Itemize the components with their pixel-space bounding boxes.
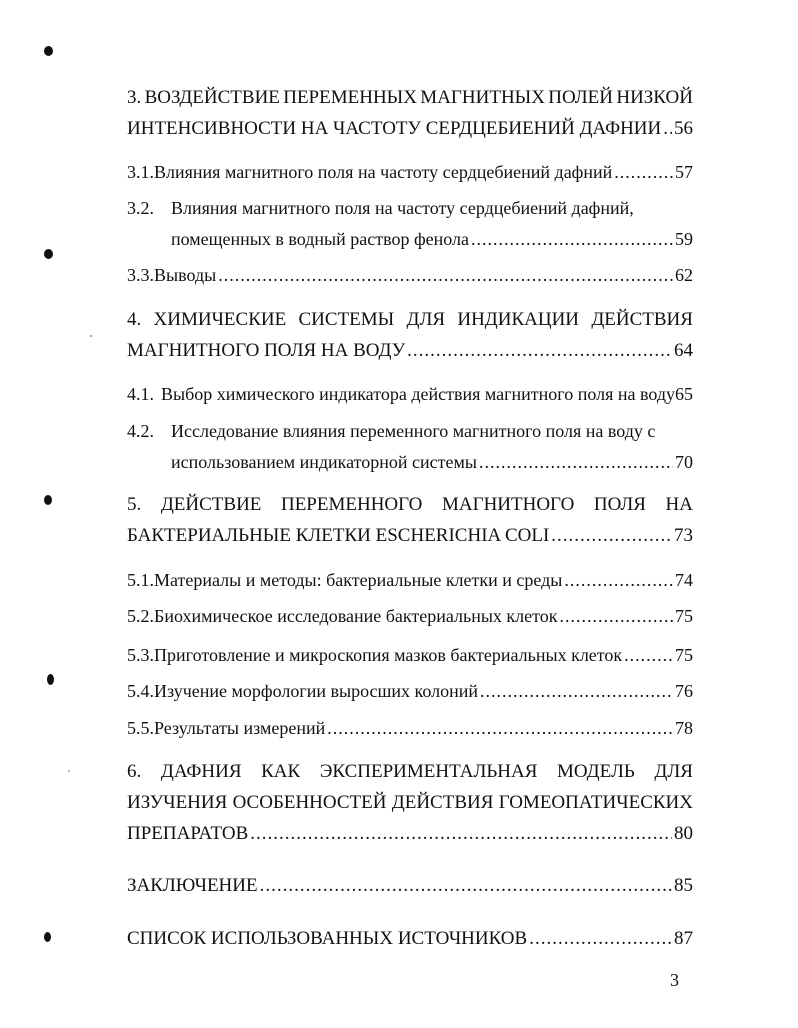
toc-entry-page: 57 bbox=[675, 162, 693, 182]
toc-entry-5-5 bbox=[127, 716, 693, 740]
leader-dots bbox=[614, 160, 673, 184]
toc-entry-number: 5.1. bbox=[127, 570, 154, 590]
toc-ch3-title-cont: ИНТЕНСИВНОСТИ НА ЧАСТОТУ СЕРДЦЕБИЕНИЙ ДАФНИИ bbox=[127, 118, 662, 139]
toc-ch6-page: 80 bbox=[674, 823, 693, 844]
toc-ch3-word: МАГНИТНЫХ bbox=[420, 87, 545, 108]
leader-dots bbox=[479, 450, 673, 474]
leader-dots bbox=[551, 524, 672, 548]
toc-ch3-word: ПЕРЕМЕННЫХ bbox=[283, 87, 417, 108]
toc-ch4-word: ДЕЙСТВИЯ bbox=[591, 309, 693, 330]
toc-entry-3-3 bbox=[127, 263, 693, 287]
toc-entry-number: 5.3. bbox=[127, 645, 154, 665]
leader-dots bbox=[663, 117, 672, 141]
toc-entry-number: 3.3. bbox=[127, 265, 154, 285]
toc-ch6-word: ДЛЯ bbox=[654, 761, 693, 782]
toc-entry-5-2 bbox=[127, 604, 693, 628]
toc-entry-4-2 bbox=[127, 419, 693, 443]
scan-speck bbox=[44, 932, 51, 942]
toc-ch5-word: ДЕЙСТВИЕ bbox=[160, 494, 262, 515]
toc-ch4-heading bbox=[127, 308, 693, 332]
toc-references-page: 87 bbox=[674, 928, 693, 949]
toc-ch5-heading-cont bbox=[127, 524, 693, 548]
toc-entry-number: 3.1. bbox=[127, 162, 154, 182]
toc-ch4-word: СИСТЕМЫ bbox=[298, 309, 395, 330]
toc-ch5-number: 5. bbox=[127, 494, 142, 515]
toc-entry-5-4 bbox=[127, 679, 693, 703]
toc-entry-4-1 bbox=[127, 382, 693, 406]
toc-ch4-heading-cont bbox=[127, 339, 693, 363]
toc-entry-number: 4.1. bbox=[127, 384, 154, 404]
toc-ch3-word: НИЗКОЙ bbox=[616, 87, 693, 108]
toc-references bbox=[127, 927, 693, 951]
toc-ch6-word: КАК bbox=[261, 761, 301, 782]
leader-dots bbox=[407, 339, 672, 363]
toc-entry-3-2 bbox=[127, 196, 693, 220]
toc-entry-number: 5.5. bbox=[127, 718, 154, 738]
leader-dots bbox=[564, 568, 673, 592]
toc-entry-3-2-cont bbox=[171, 227, 693, 251]
toc-entry-number: 5.2. bbox=[127, 606, 154, 626]
toc-ch5-page: 73 bbox=[674, 525, 693, 546]
toc-ch5-word: НА bbox=[665, 494, 693, 515]
scan-speck bbox=[47, 674, 54, 685]
toc-ch6-heading-cont bbox=[127, 822, 693, 846]
toc-ch6-number: 6. bbox=[127, 761, 142, 782]
toc-conclusion bbox=[127, 874, 693, 898]
toc-ch5-word: ПОЛЯ bbox=[593, 494, 646, 515]
leader-dots bbox=[560, 604, 673, 628]
scan-speck bbox=[44, 46, 53, 56]
toc-entry-title: Влияния магнитного поля на частоту сердцебиений дафний, bbox=[171, 198, 634, 218]
toc-ch5-heading bbox=[127, 493, 693, 517]
leader-dots bbox=[529, 927, 672, 951]
toc-ch6-word: ДЕЙСТВИЯ bbox=[391, 792, 494, 813]
toc-ch6-word: ЭКСПЕРИМЕНТАЛЬНАЯ bbox=[319, 761, 538, 782]
toc-entry-page: 78 bbox=[675, 718, 693, 738]
toc-entry-4-2-cont bbox=[171, 450, 693, 474]
toc-entry-title: Изучение морфологии выросших колоний bbox=[154, 681, 478, 701]
toc-ch6-word: ОСОБЕННОСТЕЙ bbox=[232, 792, 387, 813]
leader-dots bbox=[218, 263, 673, 287]
toc-entry-title: Влияния магнитного поля на частоту сердцебиений дафний bbox=[154, 162, 613, 182]
toc-ch6-word: МОДЕЛЬ bbox=[557, 761, 635, 782]
toc-ch4-number: 4. bbox=[127, 309, 142, 330]
toc-entry-page: 75 bbox=[675, 645, 693, 665]
toc-entry-title: Выводы bbox=[154, 265, 217, 285]
toc-ch6-heading bbox=[127, 760, 693, 784]
leader-dots bbox=[250, 822, 672, 846]
toc-entry-page: 70 bbox=[675, 452, 693, 472]
toc-conclusion-page: 85 bbox=[674, 875, 693, 896]
toc-ch4-title-cont: МАГНИТНОГО ПОЛЯ НА ВОДУ bbox=[127, 340, 406, 361]
toc-entry-page: 62 bbox=[675, 265, 693, 285]
toc-entry-5-1 bbox=[127, 568, 693, 592]
page-number: 3 bbox=[670, 970, 679, 990]
toc-entry-title: Материалы и методы: бактериальные клетки и среды bbox=[154, 570, 563, 590]
toc-entry-3-1 bbox=[127, 160, 693, 184]
toc-entry-page: 75 bbox=[675, 606, 693, 626]
toc-ch4-word: ДЛЯ bbox=[406, 309, 446, 330]
toc-references-title: СПИСОК ИСПОЛЬЗОВАННЫХ ИСТОЧНИКОВ bbox=[127, 928, 528, 949]
toc-ch4-page: 64 bbox=[674, 340, 693, 361]
toc-ch3-word: ПОЛЕЙ bbox=[548, 87, 614, 108]
leader-dots bbox=[327, 716, 673, 740]
toc-entry-title: Результаты измерений bbox=[154, 718, 326, 738]
toc-entry-title-cont: помещенных в водный раствор фенола bbox=[171, 229, 469, 249]
scan-speck bbox=[44, 495, 52, 505]
leader-dots bbox=[260, 874, 672, 898]
toc-entry-5-3 bbox=[127, 643, 693, 667]
scan-speck bbox=[68, 770, 70, 772]
toc-entry-title: Биохимическое исследование бактериальных клеток bbox=[154, 606, 558, 626]
toc-ch6-title-cont: ПРЕПАРАТОВ bbox=[127, 823, 249, 844]
toc-ch6-word: ДАФНИЯ bbox=[160, 761, 242, 782]
toc-ch3-heading-cont bbox=[127, 117, 693, 141]
toc-ch4-word: ИНДИКАЦИИ bbox=[457, 309, 580, 330]
toc-entry-number: 3.2. bbox=[127, 198, 154, 218]
toc-entry-page: 65 bbox=[675, 384, 693, 404]
toc-ch5-word: МАГНИТНОГО bbox=[441, 494, 575, 515]
toc-entry-title: Выбор химического индикатора действия магнитного поля на воду bbox=[160, 384, 675, 404]
toc-entry-title: Исследование влияния переменного магнитного поля на воду с bbox=[171, 421, 656, 441]
toc-conclusion-title: ЗАКЛЮЧЕНИЕ bbox=[127, 875, 258, 896]
toc-entry-title: Приготовление и микроскопия мазков бактериальных клеток bbox=[154, 645, 623, 665]
toc-entry-title-cont: использованием индикаторной системы bbox=[171, 452, 478, 472]
toc-ch6-heading-line2 bbox=[127, 791, 693, 815]
toc-entry-number: 4.2. bbox=[127, 421, 154, 441]
leader-dots bbox=[471, 227, 673, 251]
toc-ch5-word: ПЕРЕМЕННОГО bbox=[280, 494, 423, 515]
toc-ch3-page: 56 bbox=[674, 118, 693, 139]
toc-ch3-number: 3. bbox=[127, 87, 142, 108]
leader-dots bbox=[480, 679, 673, 703]
toc-ch6-word: ГОМЕОПАТИЧЕСКИХ bbox=[498, 792, 693, 813]
toc-entry-number: 5.4. bbox=[127, 681, 154, 701]
toc-entry-page: 74 bbox=[675, 570, 693, 590]
toc-ch3-word: ВОЗДЕЙСТВИЕ bbox=[144, 87, 280, 108]
toc-ch3-heading bbox=[127, 86, 693, 110]
toc-entry-page: 59 bbox=[675, 229, 693, 249]
scan-speck bbox=[44, 249, 53, 259]
toc-ch6-word: ИЗУЧЕНИЯ bbox=[127, 792, 228, 813]
leader-dots bbox=[624, 643, 673, 667]
toc-entry-page: 76 bbox=[675, 681, 693, 701]
toc-ch4-word: ХИМИЧЕСКИЕ bbox=[153, 309, 287, 330]
toc-ch5-title-cont: БАКТЕРИАЛЬНЫЕ КЛЕТКИ ESCHERICHIA COLI bbox=[127, 525, 550, 546]
scan-speck bbox=[90, 335, 92, 337]
